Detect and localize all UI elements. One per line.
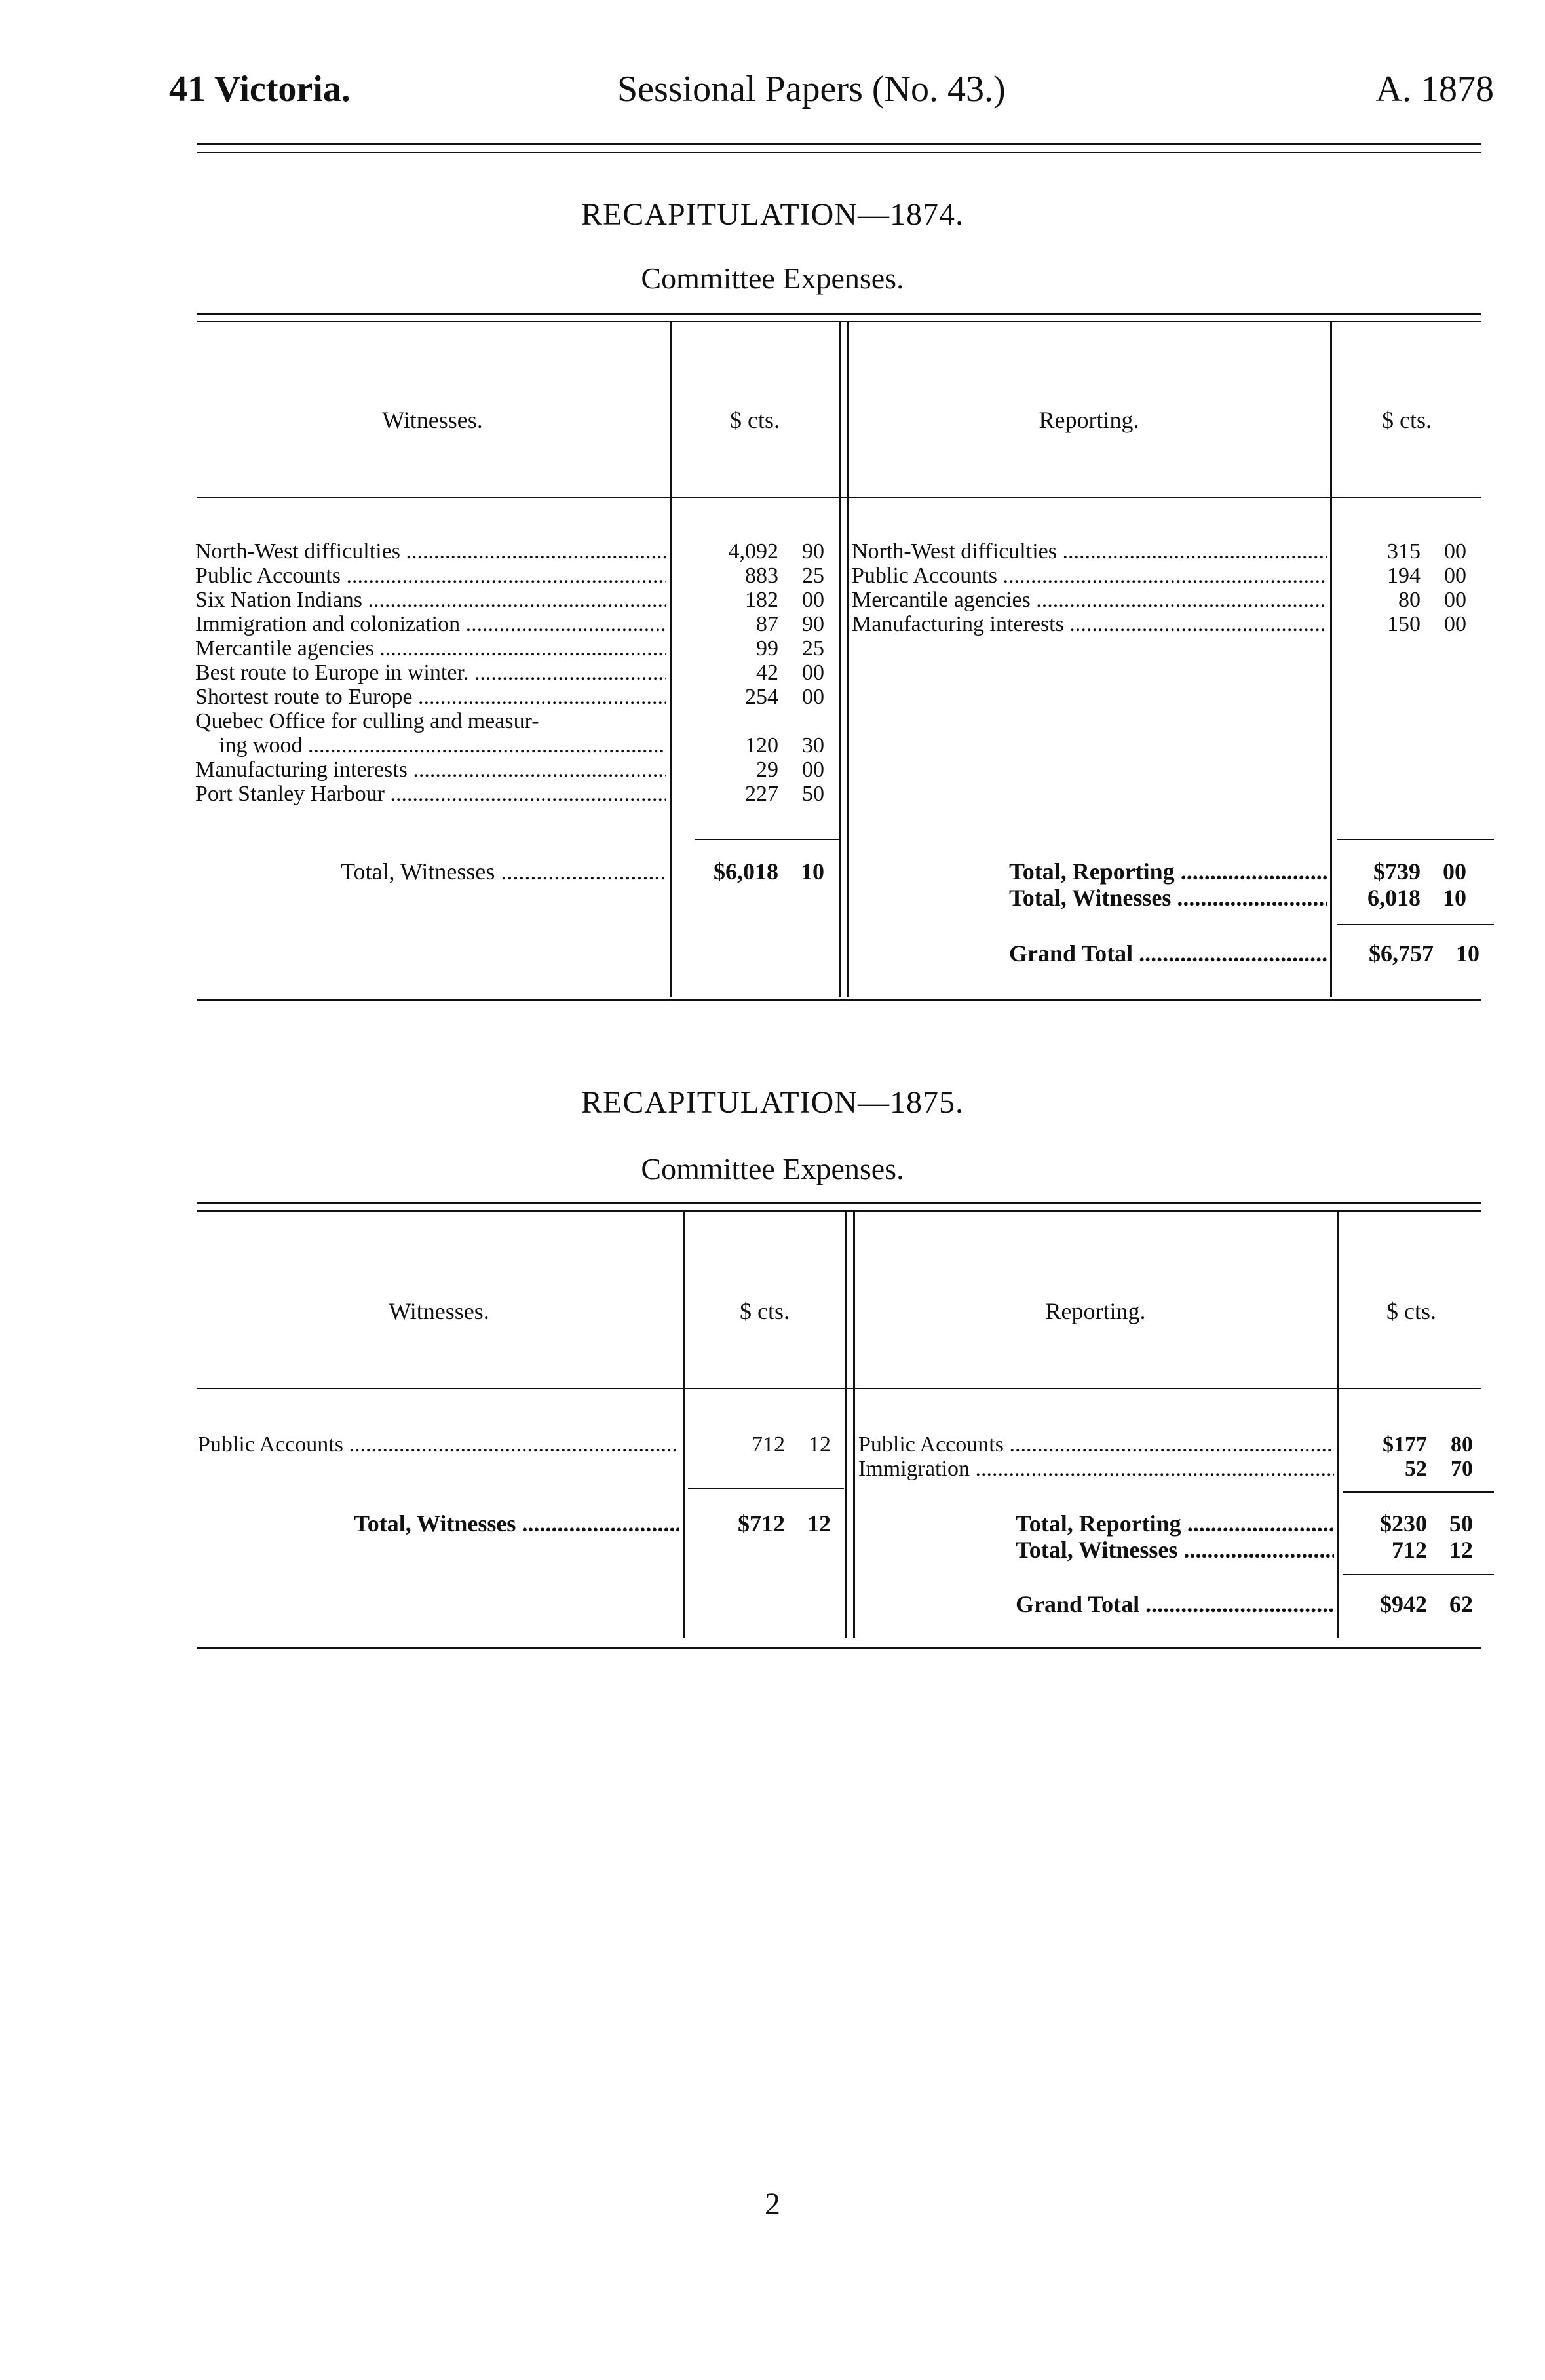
section-1874-subtitle: Committee Expenses. <box>641 261 904 295</box>
amount-cell: 80 00 <box>1398 588 1466 612</box>
amount-cell: 87 90 <box>756 612 824 636</box>
total-rule <box>1337 839 1494 840</box>
table-row <box>198 1432 679 1457</box>
col-divider <box>683 1212 685 1638</box>
table-row <box>219 733 666 758</box>
table-row <box>852 612 1327 636</box>
amount-cell: 99 25 <box>756 636 824 661</box>
row-label: North-West difficulties ..... <box>195 539 666 564</box>
header-rule-2 <box>197 152 1481 153</box>
amount-cell: 4,092 90 <box>728 539 824 564</box>
row-label: Public Accounts ..... <box>198 1432 679 1457</box>
amount-cell: 120 30 <box>745 733 824 758</box>
section-1875-title: RECAPITULATION—1875. <box>581 1085 964 1120</box>
grand-total-amount: $942 62 <box>1380 1591 1473 1617</box>
amount-cell: 227 50 <box>745 782 824 806</box>
row-label: Quebec Office for culling and measur- <box>195 709 539 733</box>
amount-cell: 29 00 <box>756 758 824 782</box>
row-label: Port Stanley Harbour ..... <box>195 782 666 806</box>
grand-total-label: Grand Total ..... <box>1016 1591 1334 1617</box>
header-underline <box>197 1388 1481 1389</box>
row-label: Public Accounts ..... <box>195 564 666 588</box>
header-rule <box>197 143 1481 145</box>
total-witnesses-right-label: Total, Witnesses ..... <box>1016 1537 1334 1563</box>
table-row <box>852 564 1327 588</box>
row-label: Best route to Europe in winter. ..... <box>195 661 666 685</box>
amount-cell: 315 00 <box>1387 539 1466 564</box>
total-reporting-label: Total, Reporting ..... <box>1016 1510 1334 1537</box>
table-row <box>195 612 666 636</box>
row-label: ing wood ..... <box>219 733 666 758</box>
col-divider <box>1337 1212 1339 1638</box>
table-row <box>195 685 666 709</box>
col-divider <box>1330 322 1332 997</box>
table-row <box>195 588 666 612</box>
table-1874-top-rule-2 <box>197 321 1481 322</box>
total-rule <box>695 839 839 840</box>
table-row <box>195 782 666 806</box>
amount-cell: 150 00 <box>1387 612 1466 636</box>
amount-cell: 254 00 <box>745 685 824 709</box>
total-rule <box>688 1488 844 1489</box>
col-head-witnesses: Witnesses. <box>382 407 483 433</box>
table-row <box>195 636 666 661</box>
total-reporting-label: Total, Reporting ..... <box>1009 858 1327 885</box>
table-bottom-rule <box>197 999 1481 1001</box>
row-label: Manufacturing interests ..... <box>195 758 666 782</box>
grand-total-label: Grand Total ..... <box>1009 940 1327 967</box>
total-reporting-amount: $230 50 <box>1380 1510 1473 1537</box>
grand-total-amount: $6,757 10 <box>1369 940 1479 967</box>
row-label: Immigration and colonization ..... <box>195 612 666 636</box>
total-rule <box>1343 1491 1494 1493</box>
table-1875-top-rule-2 <box>197 1210 1481 1212</box>
col-head-amount: $ cts. <box>740 1298 790 1324</box>
col-head-amount: $ cts. <box>1382 407 1432 433</box>
table-row <box>858 1457 1334 1481</box>
row-label: Public Accounts ..... <box>858 1432 1334 1457</box>
table-bottom-rule <box>197 1647 1481 1649</box>
amount-cell: 194 00 <box>1387 564 1466 588</box>
col-divider <box>839 322 841 997</box>
table-row <box>195 564 666 588</box>
row-label: Manufacturing interests ..... <box>852 612 1327 636</box>
row-label: Shortest route to Europe ..... <box>195 685 666 709</box>
table-row <box>195 758 666 782</box>
table-row <box>195 539 666 564</box>
header-year: A. 1878 <box>1375 69 1494 109</box>
section-1874-title: RECAPITULATION—1874. <box>581 197 964 232</box>
total-witnesses-amount: $712 12 <box>738 1510 831 1537</box>
col-head-reporting: Reporting. <box>1045 1298 1146 1324</box>
total-witnesses-label: Total, Witnesses ..... <box>341 858 666 885</box>
header-title: Sessional Papers (No. 43.) <box>617 69 1006 109</box>
col-head-amount: $ cts. <box>1386 1298 1436 1324</box>
row-label: Six Nation Indians ..... <box>195 588 666 612</box>
table-1874-top-rule <box>197 313 1481 315</box>
total-witnesses-right-amount: 6,018 10 <box>1367 885 1466 911</box>
header-session: 41 Victoria. <box>169 69 351 109</box>
row-label: Mercantile agencies ..... <box>852 588 1327 612</box>
total-reporting-amount: $739 00 <box>1373 858 1466 885</box>
amount-cell: 52 70 <box>1405 1457 1473 1481</box>
amount-cell: 883 25 <box>745 564 824 588</box>
page-number: 2 <box>765 2187 780 2221</box>
table-row <box>852 539 1327 564</box>
total-witnesses-right-amount: 712 12 <box>1392 1537 1473 1563</box>
table-row <box>852 588 1327 612</box>
row-label: Public Accounts ..... <box>852 564 1327 588</box>
col-divider <box>845 1212 847 1638</box>
col-head-amount: $ cts. <box>730 407 780 433</box>
row-label: Mercantile agencies ..... <box>195 636 666 661</box>
total-rule <box>1337 924 1494 925</box>
col-divider <box>853 1212 855 1638</box>
total-witnesses-right-label: Total, Witnesses ..... <box>1009 885 1327 911</box>
table-row <box>195 709 666 733</box>
amount-cell: $177 80 <box>1383 1432 1473 1457</box>
section-1875-subtitle: Committee Expenses. <box>641 1152 904 1185</box>
table-row <box>858 1432 1334 1457</box>
col-head-reporting: Reporting. <box>1039 407 1139 433</box>
total-witnesses-label: Total, Witnesses ..... <box>354 1510 679 1537</box>
amount-cell: 182 00 <box>745 588 824 612</box>
amount-cell: 42 00 <box>756 661 824 685</box>
row-label: North-West difficulties ..... <box>852 539 1327 564</box>
total-witnesses-amount: $6,018 10 <box>714 858 824 885</box>
amount-cell: 712 12 <box>752 1432 831 1457</box>
total-rule <box>1343 1574 1494 1575</box>
table-1875-top-rule <box>197 1202 1481 1204</box>
table-row <box>195 661 666 685</box>
header-underline <box>197 497 1481 498</box>
row-label: Immigration ..... <box>858 1457 1334 1481</box>
col-head-witnesses: Witnesses. <box>389 1298 489 1324</box>
